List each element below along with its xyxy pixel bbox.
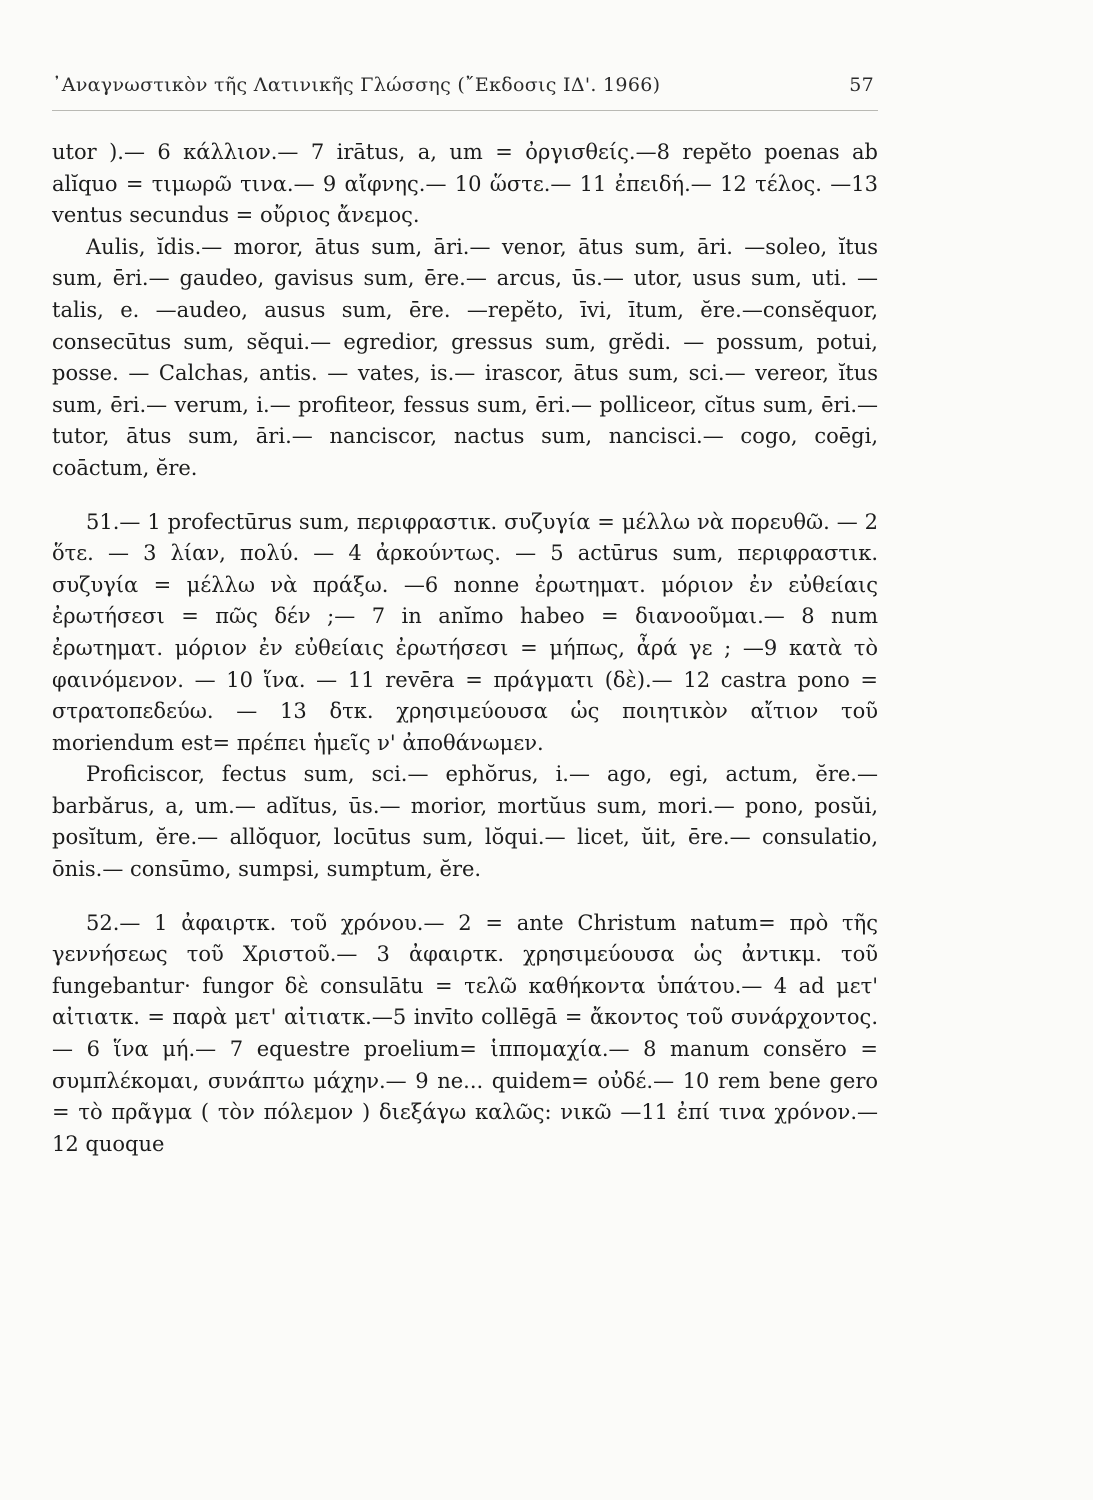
text-body (52, 137, 878, 1160)
paragraph-notes-52: 52.— 1 ἀφαιρτκ. τοῦ χρόνου.— 2 = ante Christum natum= πρὸ τῆς γεννήσεως τοῦ Χριστοῦ.— 3 ἀφαιρτκ. χρησιμεύουσα ὡς ἀντικμ. τοῦ fungebantur· fungor δὲ consulātu = τελῶ καθήκοντα ὑπάτου.— 4 ad μετ' αἰτιατκ. = παρὰ μετ' αἰτιατκ.—5 invīto collēgā = ἄκοντος τοῦ συνάρχοντος.— 6 ἵνα μή.— 7 equestre proelium= ἱππομαχία.— 8 manum consĕro = συμπλέκομαι, συνάπτω μάχην.— 9 ne... quidem= οὐδέ.— 10 rem bene gero = τὸ πρᾶγμα ( τὸν πόλεμον ) διεξάγω καλῶς: νικῶ —11 ἐπί τινα χρόνον.— 12 quoque (52, 910, 878, 1156)
paragraph-vocabulary-51: Proficiscor, fectus sum, sci.— ephŏrus, i.— ago, egi, actum, ĕre.— barbărus, a, um.— adĭtus, ūs.— morior, mortŭus sum, mori.— pono, posŭi, posĭtum, ĕre.— allŏquor, locūtus sum, lŏqui.— licet, ŭit, ēre.— consulatio, ōnis.— consūmo, sumpsi, sumptum, ĕre. (52, 762, 878, 882)
document-page (52, 74, 878, 1160)
running-header (52, 74, 878, 111)
paragraph-notes-51: 51.— 1 profectūrus sum, περιφραστικ. συζυγία = μέλλω νὰ πορευθῶ. — 2 ὅτε. — 3 λίαν, πολύ. — 4 ἀρκούντως. — 5 actūrus sum, περιφραστικ. συζυγία = μέλλω νὰ πράξω. —6 nonne ἐρωτηματ. μόριον ἐν εὐθείαις ἐρωτήσεσι = πῶς δέν ;— 7 in anĭmo habeo = διανοοῦμαι.— 8 num ἐρωτηματ. μόριον ἐν εὐθείαις ἐρωτήσεσι = μήπως, ἆρά γε ; —9 κατὰ τὸ φαινόμενον. — 10 ἵνα. — 11 revēra = πράγματι (δὲ).— 12 castra pono = στρατοπεδεύω. — 13 δτκ. χρησιμεύουσα ὡς ποιητικὸν αἴτιον τοῦ moriendum est= πρέπει ἡμεῖς ν' ἀποθάνωμεν. (52, 509, 878, 755)
book-title: ᾿Αναγνωστικὸν τῆς Λατινικῆς Γλώσσης (῎Εκδοσις ΙΔ'. 1966) (52, 74, 661, 96)
paragraph-notes-continued: utor ).— 6 κάλλιον.— 7 irātus, a, um = ὀργισθείς.—8 repĕto poenas ab alĭquo = τιμωρῶ τινα.— 9 αἴφνης.— 10 ὥστε.— 11 ἐπειδή.— 12 τέλος. —13 ventus secundus = οὔριος ἄνεμος. (52, 140, 878, 228)
paragraph-vocabulary-50: Aulis, ĭdis.— moror, ātus sum, āri.— venor, ātus sum, āri. —soleo, ĭtus sum, ēri.— gaudeo, gavisus sum, ēre.— arcus, ūs.— utor, usus sum, uti. —talis, e. —audeo, ausus sum, ēre. —repĕto, īvi, ītum, ĕre.—consĕquor, consecūtus sum, sĕqui.— egredior, gressus sum, grĕdi. — possum, potui, posse. — Calchas, antis. — vates, is.— irascor, ātus sum, sci.— vereor, ĭtus sum, ēri.— verum, i.— profiteor, fessus sum, ēri.— polliceor, cĭtus sum, ēri.— tutor, ātus sum, āri.— nanciscor, nactus sum, nancisci.— cogo, coēgi, coāctum, ĕre. (52, 234, 878, 480)
page-number: 57 (849, 74, 874, 96)
